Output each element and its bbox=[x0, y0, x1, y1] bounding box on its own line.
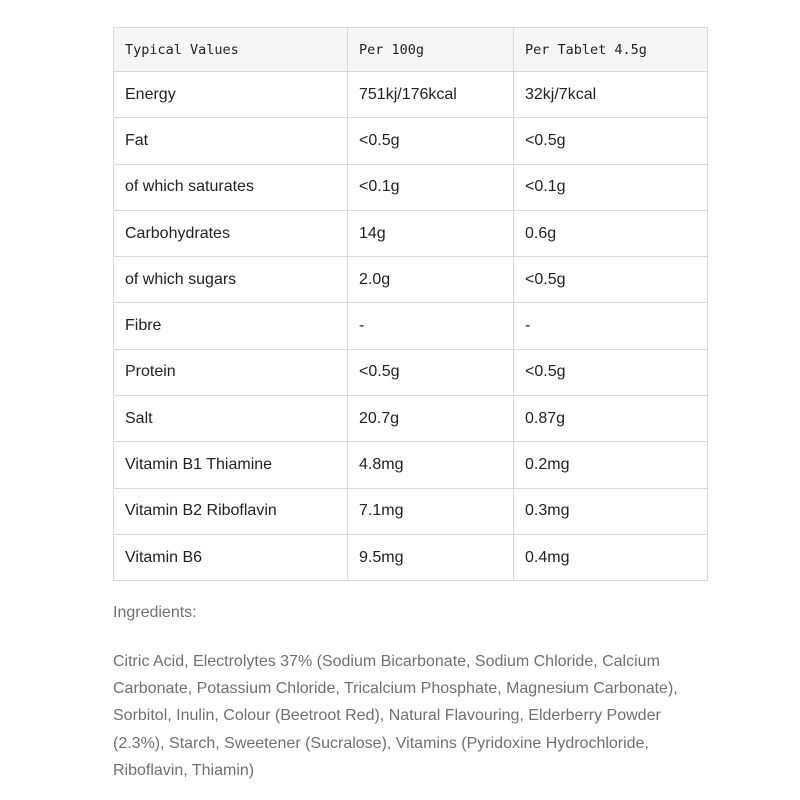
value-per-tablet: <0.1g bbox=[514, 164, 708, 210]
value-per-100g: 20.7g bbox=[348, 396, 514, 442]
value-per-tablet: <0.5g bbox=[514, 118, 708, 164]
value-per-100g: <0.5g bbox=[348, 349, 514, 395]
table-row bbox=[114, 257, 708, 303]
nutrient-name: Carbohydrates bbox=[114, 210, 348, 256]
value-per-tablet: 0.3mg bbox=[514, 488, 708, 534]
value-per-tablet: <0.5g bbox=[514, 349, 708, 395]
table-row bbox=[114, 349, 708, 395]
nutrient-name: of which saturates bbox=[114, 164, 348, 210]
value-per-100g: 4.8mg bbox=[348, 442, 514, 488]
value-per-100g: - bbox=[348, 303, 514, 349]
value-per-100g: 7.1mg bbox=[348, 488, 514, 534]
nutrient-name: Vitamin B2 Riboflavin bbox=[114, 488, 348, 534]
value-per-100g: 14g bbox=[348, 210, 514, 256]
nutrient-name: Energy bbox=[114, 72, 348, 118]
table-row bbox=[114, 118, 708, 164]
table-row bbox=[114, 72, 708, 118]
table-row bbox=[114, 442, 708, 488]
ingredients-text: Citric Acid, Electrolytes 37% (Sodium Bicarbonate, Sodium Chloride, Calcium Carbonate, Potassium Chloride, Tricalcium Phosphate, Magnesium Carbonate), Sorbitol, Inulin, Colour (Beetroot Red), Natural Flavouring, Elderberry Powder (2.3%), Starch, Sweetener (Sucralose), Vitamins (Pyridoxine Hydrochloride, Riboflavin, Thiamin) bbox=[113, 653, 678, 779]
value-per-tablet: 0.6g bbox=[514, 210, 708, 256]
nutrient-name: Vitamin B1 Thiamine bbox=[114, 442, 348, 488]
value-per-tablet: 0.4mg bbox=[514, 534, 708, 580]
value-per-tablet: - bbox=[514, 303, 708, 349]
header-per-100g: Per 100g bbox=[348, 28, 514, 72]
table-row bbox=[114, 534, 708, 580]
nutrient-name: Fat bbox=[114, 118, 348, 164]
table-row bbox=[114, 210, 708, 256]
value-per-100g: 751kj/176kcal bbox=[348, 72, 514, 118]
nutrient-name: Fibre bbox=[114, 303, 348, 349]
ingredients-heading: Ingredients: bbox=[113, 604, 197, 621]
header-per-tablet: Per Tablet 4.5g bbox=[514, 28, 708, 72]
table-row bbox=[114, 488, 708, 534]
table-row bbox=[114, 303, 708, 349]
value-per-tablet: <0.5g bbox=[514, 257, 708, 303]
nutrition-table-header bbox=[114, 28, 708, 72]
nutrient-name: of which sugars bbox=[114, 257, 348, 303]
nutrient-name: Protein bbox=[114, 349, 348, 395]
value-per-tablet: 0.2mg bbox=[514, 442, 708, 488]
value-per-100g: 2.0g bbox=[348, 257, 514, 303]
nutrition-table-body bbox=[114, 72, 708, 581]
nutrient-name: Vitamin B6 bbox=[114, 534, 348, 580]
header-row bbox=[114, 28, 708, 72]
table-row bbox=[114, 396, 708, 442]
value-per-100g: <0.5g bbox=[348, 118, 514, 164]
table-row bbox=[114, 164, 708, 210]
nutrient-name: Salt bbox=[114, 396, 348, 442]
header-typical-values: Typical Values bbox=[114, 28, 348, 72]
nutrition-table bbox=[113, 27, 708, 581]
value-per-100g: 9.5mg bbox=[348, 534, 514, 580]
value-per-tablet: 32kj/7kcal bbox=[514, 72, 708, 118]
value-per-tablet: 0.87g bbox=[514, 396, 708, 442]
value-per-100g: <0.1g bbox=[348, 164, 514, 210]
